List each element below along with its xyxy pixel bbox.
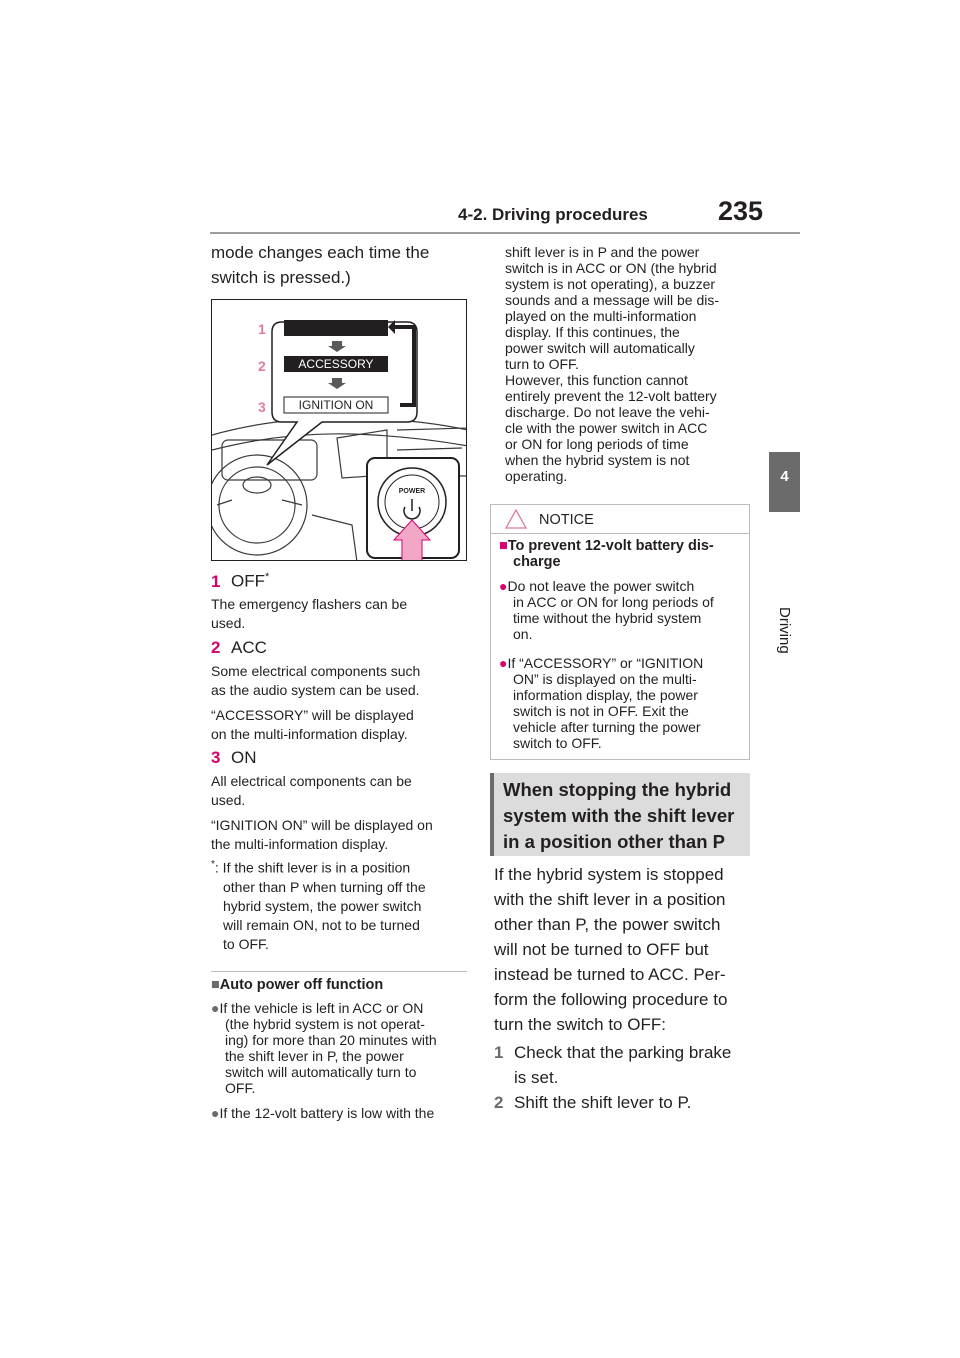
auto-power-off-continued: shift lever is in P and the power switch is in ACC or ON (the hybrid system is not operating), a buzzer sounds and a message will be dis- played on the multi-information display. If this continues, the power switch will automatically turn to OFF. However, this function cannot entirely prevent the 12-volt battery discharge. Do not leave the vehi- cle with the power switch in ACC or ON for long periods of time when the hybrid system is not operating.: [505, 244, 720, 484]
auto-power-off-bullet-1: ●If the vehicle is left in ACC or ON (the hybrid system is not operat- ing) for more than 20 minutes with the shift lever in P, the power switch will automatically turn to OFF.: [211, 1000, 437, 1096]
figure-label-3: 3: [258, 399, 266, 415]
intro-text: mode changes each time the switch is pressed.): [211, 243, 430, 287]
figure-label-1: 1: [258, 321, 266, 337]
section-header: 4-2. Driving procedures: [458, 205, 648, 224]
divider: [211, 971, 467, 972]
header-rule: [210, 232, 800, 234]
notice-bullet-2: ●If “ACCESSORY” or “IGNITION ON” is displayed on the multi- information display, the power switch is not in OFF. Exit the vehicle after turning the power switch to OFF.: [499, 655, 704, 751]
notice-divider: [491, 533, 749, 534]
list-item-on-desc: All electrical components can be used. “IGNITION ON” will be displayed on the multi-information display.: [211, 773, 433, 852]
notice-bullet-1: ●Do not leave the power switch in ACC or ON for long periods of time without the hybrid system on.: [499, 578, 714, 642]
dashboard-drawing: [212, 300, 467, 561]
figure-power-text: POWER: [398, 488, 426, 495]
notice-heading: ■To prevent 12-volt battery dis- charge: [499, 538, 714, 570]
procedure-paragraph: If the hybrid system is stopped with the shift lever in a position other than P, the power switch will not be turned to OFF but instead be turned to ACC. Per- form the following procedure to turn the switch to OFF:: [494, 865, 728, 1034]
notice-box: [490, 504, 750, 760]
chapter-tab-number: 4: [780, 468, 789, 485]
step-2: 2 Shift the shift lever to P.: [494, 1093, 692, 1112]
mode-bar-off: [284, 320, 388, 336]
list-item-off-desc: The emergency flashers can be used.: [211, 596, 408, 631]
auto-power-off-heading: ■Auto power off function: [211, 977, 384, 993]
section-heading: When stopping the hybrid system with the shift lever in a position other than P: [503, 779, 735, 852]
figure-label-2: 2: [258, 358, 266, 374]
footnote: *: If the shift lever is in a position other than P when turning off the hybrid system, the power switch will remain ON, not to be turned to OFF.: [211, 859, 426, 952]
step-1: 1 Check that the parking brake is set.: [494, 1043, 732, 1087]
dash-line-2: [212, 434, 467, 450]
page-number: 235: [718, 196, 764, 226]
steering-wheel-inner: [219, 467, 295, 543]
figure-mode-ignition: IGNITION ON: [298, 398, 374, 412]
steering-wheel-outer: [212, 455, 307, 555]
notice-title: NOTICE: [539, 512, 594, 528]
list-item-acc: 2 ACC: [211, 638, 267, 657]
list-item-acc-desc: Some electrical components such as the audio system can be used. “ACCESSORY” will be displayed on the multi-information display.: [211, 663, 421, 742]
auto-power-off-bullet-2: ●If the 12-volt battery is low with the: [211, 1105, 435, 1121]
warning-triangle-icon: [505, 509, 527, 529]
list-item-on: 3 ON: [211, 748, 257, 767]
list-item-off: 1 OFF*: [211, 571, 270, 591]
power-switch-illustration: [211, 299, 467, 561]
chapter-tab-label: Driving: [776, 606, 793, 654]
figure-mode-accessory: ACCESSORY: [298, 357, 374, 371]
